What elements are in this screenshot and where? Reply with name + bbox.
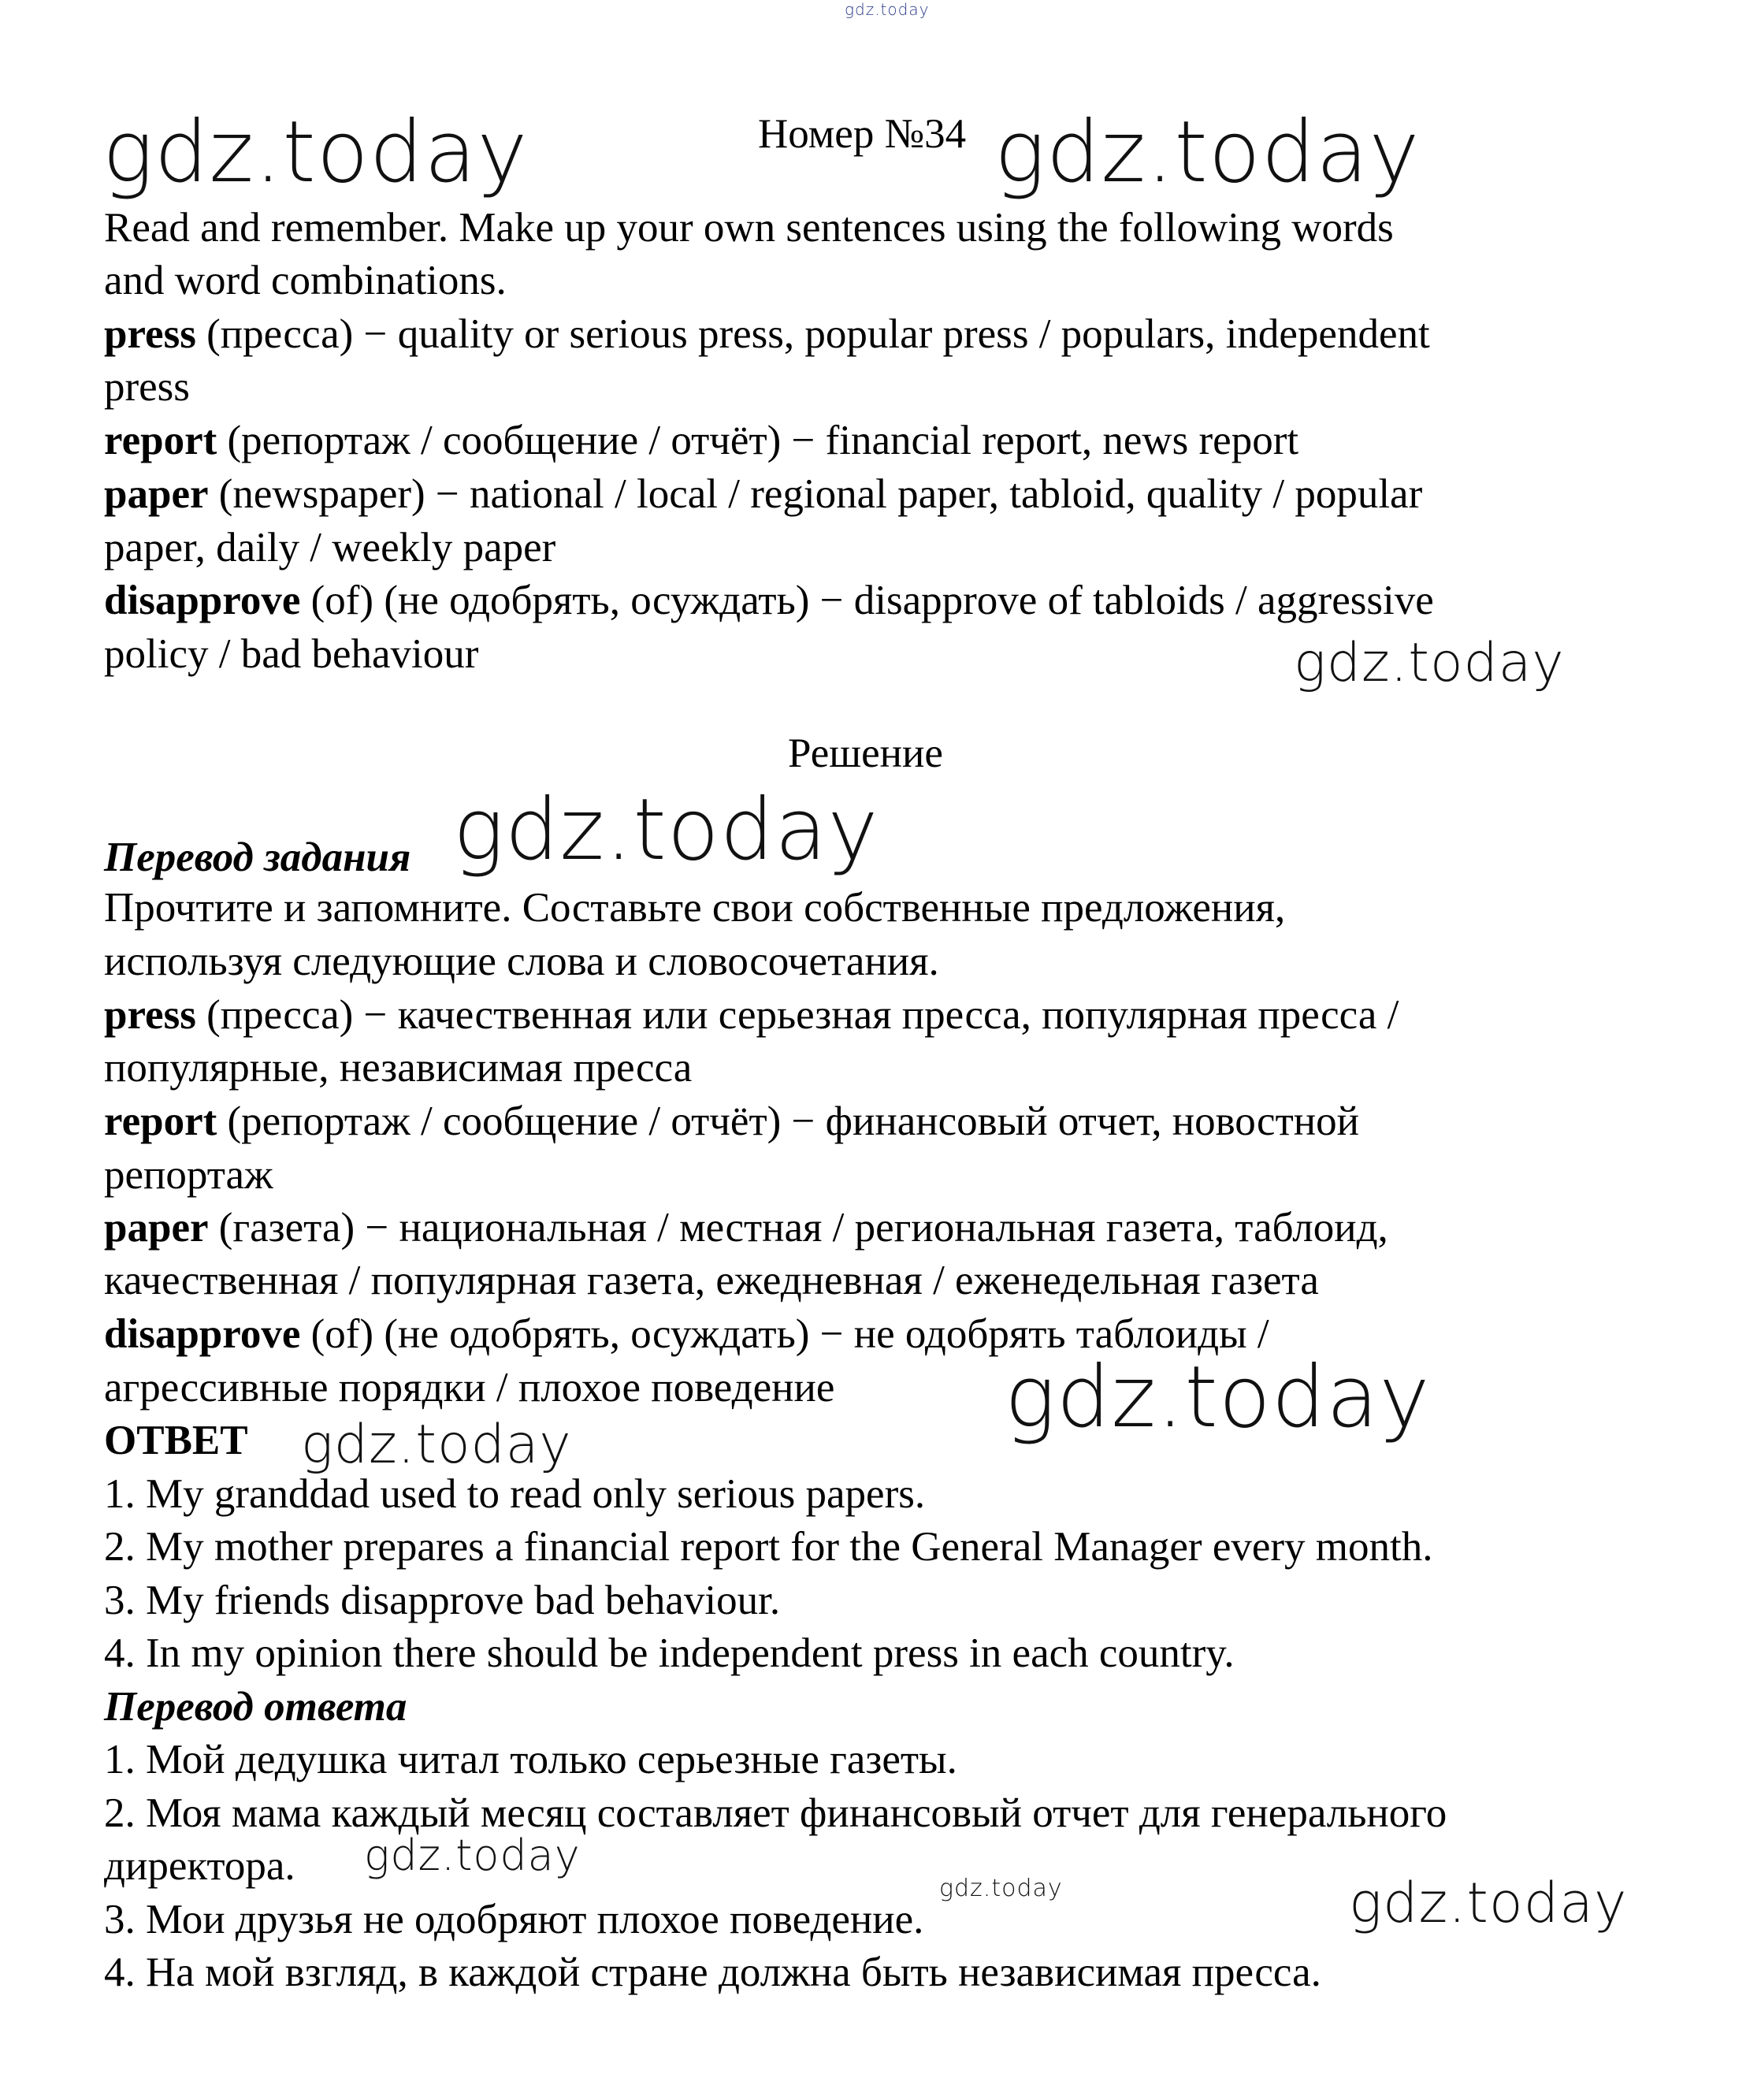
watermark: gdz.today <box>1005 1348 1431 1447</box>
watermark: gdz.today <box>364 1831 581 1880</box>
translation-entry-disapprove <box>104 1307 1269 1361</box>
watermark: gdz.today <box>102 103 529 202</box>
vocab-term: disapprove <box>104 1311 301 1357</box>
translation-line: используя следующие слова и словосочетания. <box>104 938 939 984</box>
vocab-definition: (of) (не одобрять, осуждать) − disapprove of tabloids / aggressive <box>300 578 1434 623</box>
answer-item: 4. In my opinion there should be independent press in each country. <box>104 1630 1235 1676</box>
vocab-entry-paper <box>104 467 1422 521</box>
watermark: gdz.today <box>1349 1871 1628 1935</box>
vocab-entry-report <box>104 414 1298 467</box>
translation-heading: Перевод задания <box>104 834 411 880</box>
answer-translation-item: 4. На мой взгляд, в каждой стране должна быть независимая пресса. <box>104 1949 1321 1995</box>
answer-translation-item: 2. Моя мама каждый месяц составляет финансовый отчет для генерального <box>104 1790 1447 1836</box>
answer-translation-heading: Перевод ответа <box>104 1684 407 1730</box>
vocab-entry-disapprove <box>104 574 1434 627</box>
vocab-term: report <box>104 418 217 463</box>
vocab-definition: (репортаж / сообщение / отчёт) − финансовый отчет, новостной <box>217 1098 1359 1144</box>
page-title: Номер №34 <box>758 111 967 157</box>
vocab-term: press <box>104 992 196 1038</box>
vocab-definition: (газета) − национальная / местная / региональная газета, таблоид, <box>208 1205 1388 1251</box>
answer-item: 1. My granddad used to read only serious papers. <box>104 1471 926 1517</box>
translation-line: Прочтите и запомните. Составьте свои собственные предложения, <box>104 885 1286 931</box>
watermark: gdz.today <box>1294 632 1565 694</box>
watermark: gdz.today <box>301 1414 572 1476</box>
answer-heading <box>104 1414 248 1467</box>
translation-entry-continuation: популярные, независимая пресса <box>104 1045 693 1091</box>
answer-translation-item: 3. Мои друзья не одобряют плохое поведение. <box>104 1897 924 1942</box>
vocab-term: paper <box>104 1205 209 1251</box>
translation-entry-paper <box>104 1201 1388 1254</box>
watermark: gdz.today <box>994 103 1421 202</box>
watermark: gdz.today <box>939 1875 1063 1902</box>
vocab-entry-continuation: press <box>104 364 190 410</box>
task-line: and word combinations. <box>104 258 507 303</box>
vocab-definition: (пресса) − качественная или серьезная пресса, популярная пресса / <box>195 992 1399 1038</box>
vocab-entry-continuation: paper, daily / weekly paper <box>104 525 556 571</box>
translation-entry-continuation: репортаж <box>104 1152 273 1198</box>
answer-heading-text: ОТВЕТ <box>104 1418 248 1463</box>
answer-item: 3. My friends disapprove bad behaviour. <box>104 1578 781 1623</box>
translation-entry-continuation: агрессивные порядки / плохое поведение <box>104 1365 835 1411</box>
vocab-definition: (of) (не одобрять, осуждать) − не одобрять таблоиды / <box>300 1311 1269 1357</box>
vocab-term: paper <box>104 471 209 517</box>
solution-heading: Решение <box>788 730 943 776</box>
translation-entry-continuation: качественная / популярная газета, ежедневная / еженедельная газета <box>104 1258 1319 1303</box>
translation-entry-report <box>104 1095 1359 1148</box>
vocab-entry-continuation: policy / bad behaviour <box>104 631 479 677</box>
vocab-term: report <box>104 1098 217 1144</box>
vocab-definition: (репортаж / сообщение / отчёт) − financial report, news report <box>217 418 1299 463</box>
answer-translation-item: 1. Мой дедушка читал только серьезные газеты. <box>104 1737 957 1782</box>
answer-translation-continuation: директора. <box>104 1843 295 1889</box>
vocab-definition: (newspaper) − national / local / regional paper, tabloid, quality / popular <box>208 471 1423 517</box>
watermark-top-small: gdz.today <box>845 0 930 19</box>
translation-entry-press <box>104 988 1399 1042</box>
vocab-term: disapprove <box>104 578 301 623</box>
task-line: Read and remember. Make up your own sentences using the following words <box>104 205 1394 251</box>
answer-item: 2. My mother prepares a financial report for the General Manager every month. <box>104 1524 1433 1570</box>
watermark: gdz.today <box>453 781 879 879</box>
vocab-entry-press <box>104 307 1430 361</box>
vocab-definition: (пресса) − quality or serious press, popular press / populars, independent <box>195 311 1430 357</box>
vocab-term: press <box>104 311 196 357</box>
